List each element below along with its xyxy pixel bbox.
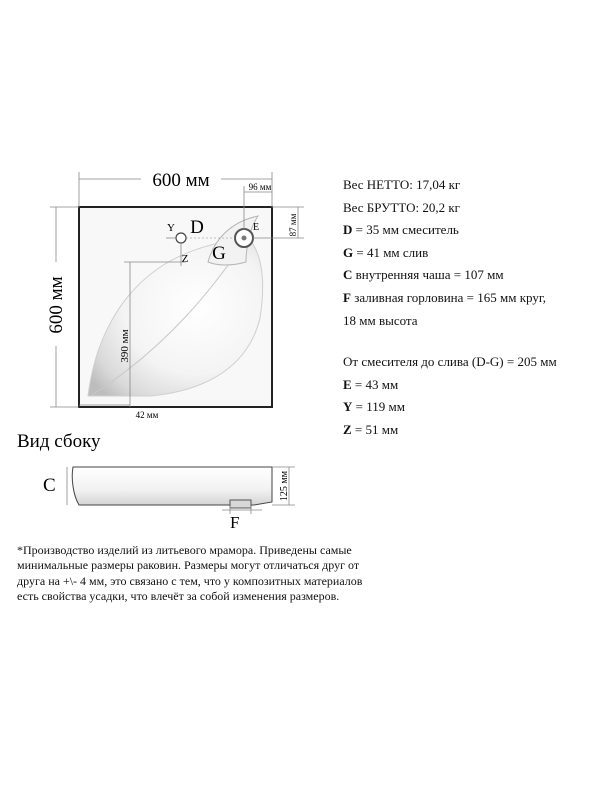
marker-g: G — [212, 243, 226, 264]
spec-g-text: = 41 мм слив — [353, 244, 429, 260]
spec-e-text: = 43 мм — [351, 376, 399, 392]
spec-dg: От смесителя до слива (D-G) = 205 мм — [343, 354, 557, 370]
spec-gap — [343, 332, 593, 351]
side-view-title: Вид сбоку — [17, 431, 101, 452]
spec-z-key: Z — [343, 421, 352, 437]
faucet-depth-label: 87 мм — [288, 213, 298, 237]
faucet-offset-label: 96 мм — [248, 182, 272, 192]
spec-y-text: = 119 мм — [352, 399, 405, 415]
spec-e-key: E — [343, 376, 352, 392]
sink-side-view — [72, 467, 272, 505]
marker-d: D — [190, 217, 204, 238]
spec-z-text: = 51 мм — [351, 421, 399, 437]
drain-neck — [230, 500, 251, 508]
drain-g-inner — [242, 236, 247, 241]
width-label: 600 мм — [152, 170, 210, 191]
marker-z: Z — [181, 253, 189, 265]
spec-f-text: заливная горловина = 165 мм круг, — [350, 289, 546, 305]
side-marker-c: C — [43, 475, 56, 496]
spec-d — [343, 219, 593, 242]
spec-z — [343, 419, 593, 442]
spec-g-key: G — [343, 244, 354, 260]
spec-e — [343, 374, 593, 397]
spec-d-text: = 35 мм смеситель — [352, 222, 459, 238]
marker-y: Y — [167, 222, 175, 234]
spec-y-key: Y — [343, 399, 353, 415]
spec-weight-net: Вес НЕТТО: 17,04 кг — [343, 177, 461, 192]
spec-c — [343, 264, 593, 287]
height-label: 600 мм — [46, 276, 67, 334]
spec-weight-gross: Вес БРУТТО: 20,2 кг — [343, 199, 460, 215]
footnote: *Производство изделий из литьевого мрамора. Приведены самые минимальные размеры раковин. Размеры могут отличаться друг от друга на +\- 4 мм, это связано с тем, что у композитных материалов есть свойства усадки, что влечёт за собой изменения размеров. — [17, 543, 363, 604]
side-marker-f: F — [230, 513, 240, 532]
spec-list — [343, 174, 593, 442]
bowl-offset-label: 42 мм — [135, 410, 159, 420]
side-height-label: 125 мм — [279, 470, 290, 502]
bowl-height-label: 390 мм — [119, 329, 131, 363]
spec-y — [343, 396, 593, 419]
spec-c-text: внутренняя чаша = 107 мм — [352, 267, 504, 283]
spec-f — [343, 287, 593, 310]
faucet-hole-d — [176, 233, 186, 243]
marker-e: E — [252, 222, 260, 233]
spec-c-key: C — [343, 267, 353, 283]
spec-f-key: F — [343, 289, 351, 305]
spec-d-key: D — [343, 222, 353, 238]
spec-f-cont: 18 мм высота — [343, 312, 418, 328]
spec-g — [343, 242, 593, 265]
